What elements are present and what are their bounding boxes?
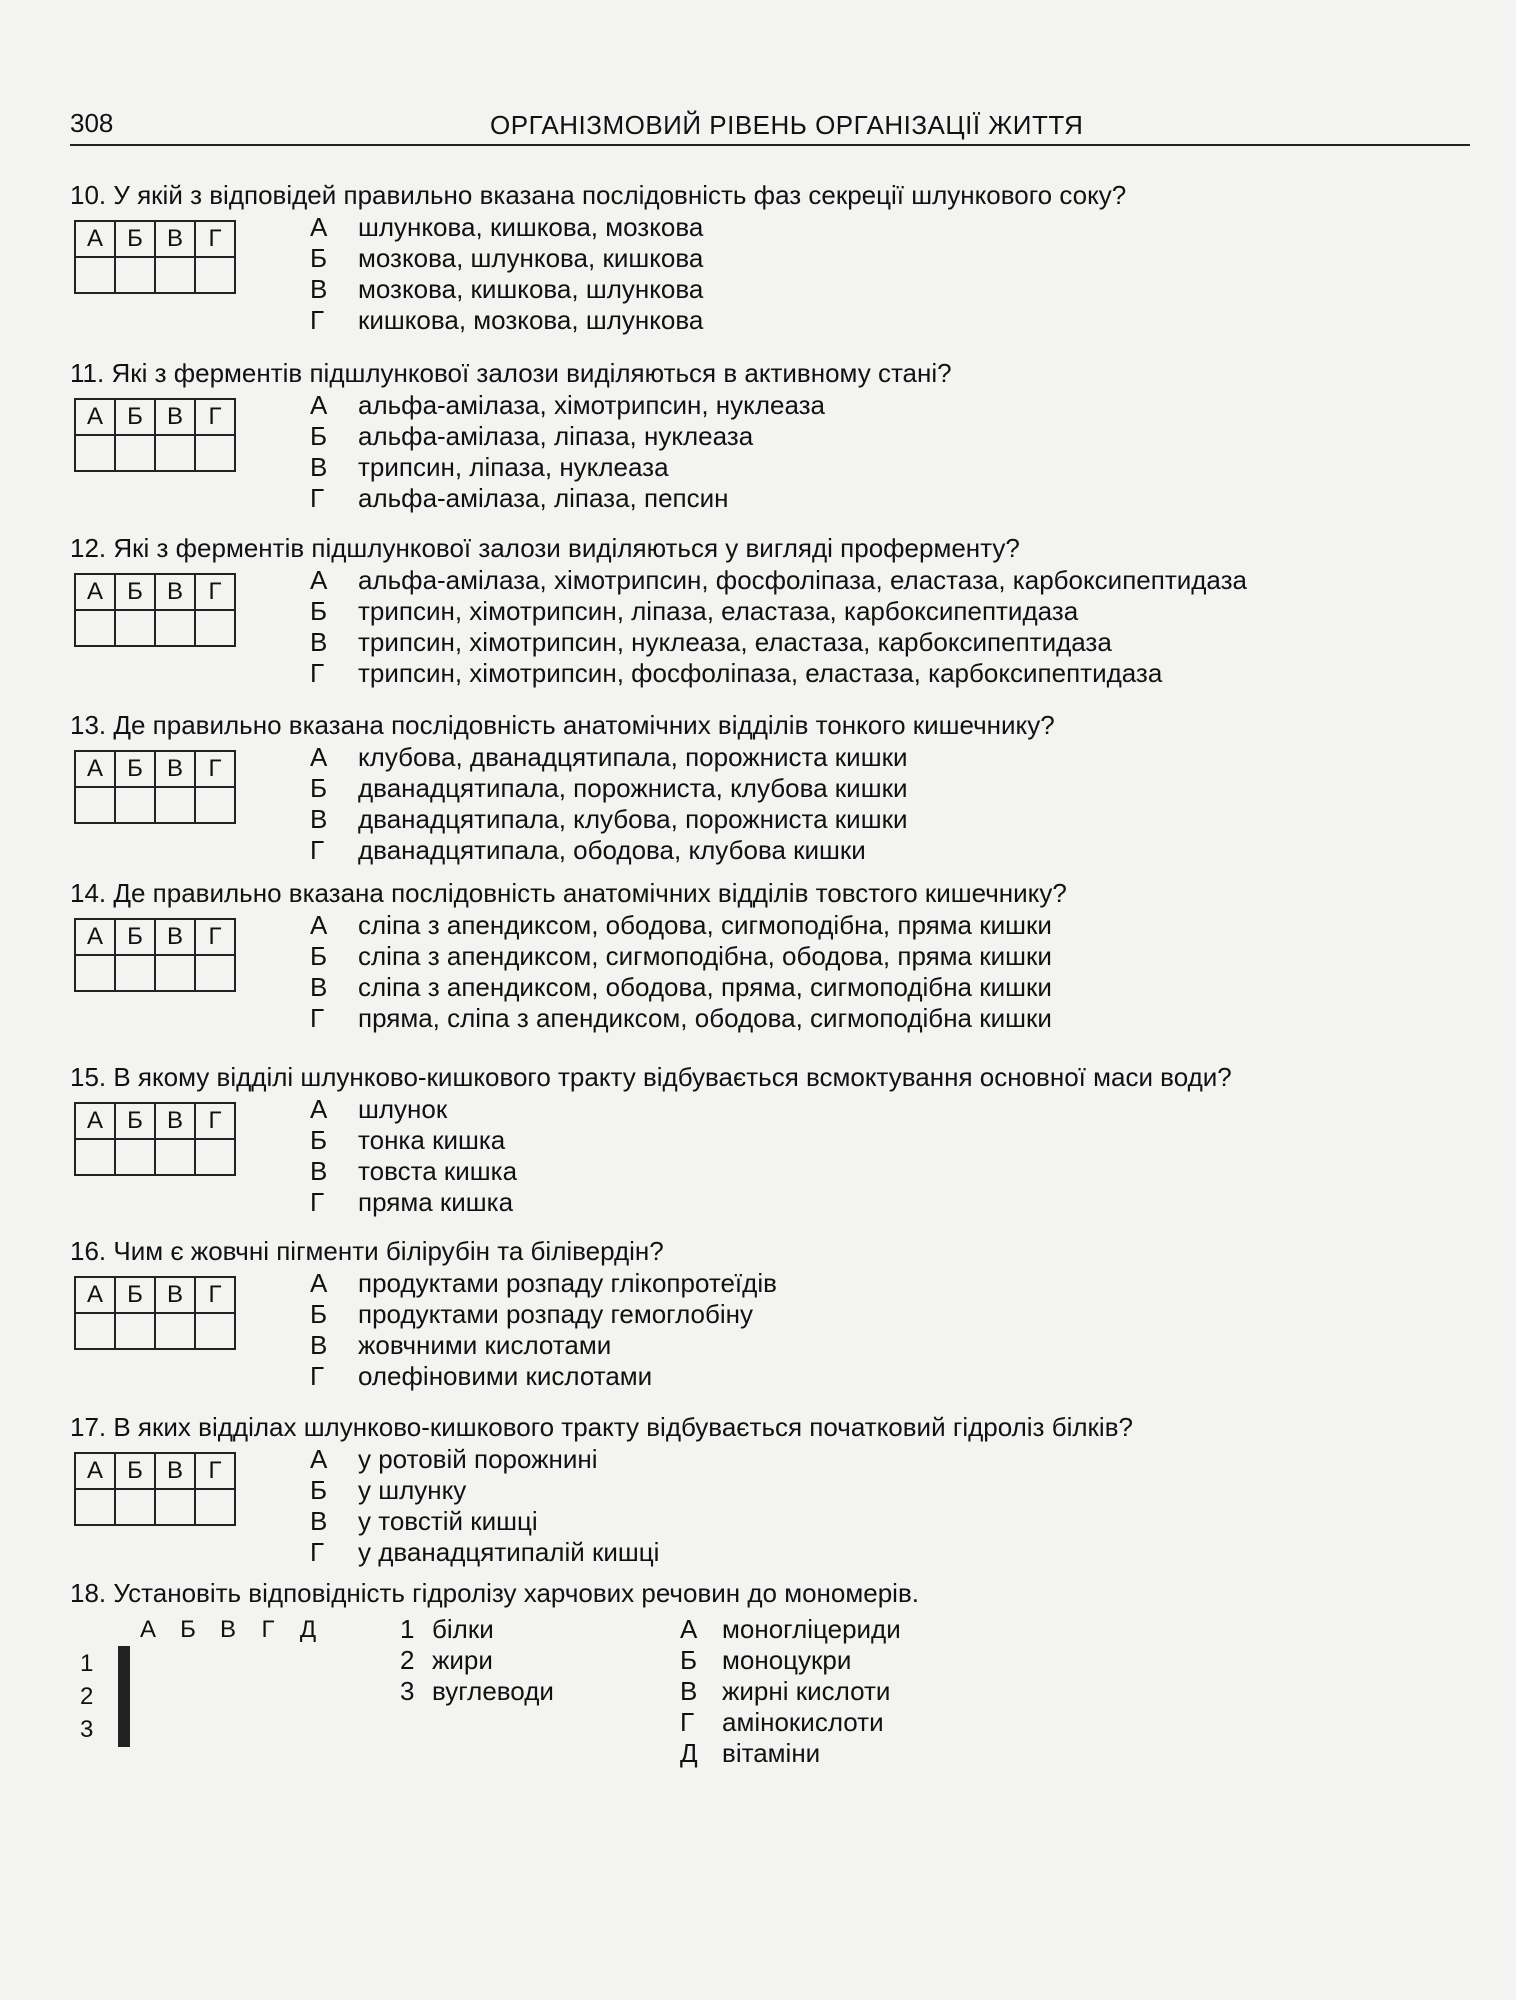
- answer-grid-cell[interactable]: [127, 1713, 129, 1746]
- answer-grid-header: Г: [195, 221, 235, 257]
- option-letter: В: [310, 1156, 328, 1186]
- answer-grid-header: А: [75, 1453, 115, 1489]
- option-text: клубова, дванадцятипала, порожниста кишки: [358, 742, 908, 772]
- answer-grid-cell[interactable]: [195, 787, 235, 823]
- option-text: мозкова, шлункова, кишкова: [358, 243, 704, 273]
- item-letter: В: [680, 1676, 698, 1706]
- answer-grid-header: В: [155, 574, 195, 610]
- answer-grid-header: Г: [195, 399, 235, 435]
- grid-column-header: Б: [180, 1616, 196, 1643]
- answer-option: [310, 1187, 517, 1218]
- question-12: [70, 533, 1490, 688]
- answer-option: [310, 483, 825, 514]
- answer-option: [310, 305, 703, 336]
- question-text: 12. Які з ферментів підшлункової залози виділяються у вигляді проферменту?: [70, 533, 1020, 563]
- answer-option: [310, 565, 1247, 596]
- item-number: 1: [400, 1614, 415, 1644]
- option-text: пряма, сліпа з апендиксом, ободова, сигмоподібна кишки: [358, 1003, 1052, 1033]
- answer-option: [310, 1094, 517, 1125]
- grid-column-header: Д: [299, 1616, 317, 1643]
- answer-grid-cell[interactable]: [155, 1489, 195, 1525]
- answer-option: [310, 390, 825, 421]
- answer-grid-header: А: [75, 919, 115, 955]
- answer-option: [310, 1475, 659, 1506]
- matching-right-item: [680, 1645, 901, 1676]
- option-text: альфа-амілаза, ліпаза, нуклеаза: [358, 421, 754, 451]
- question-14: [70, 878, 1490, 1033]
- item-letter: Г: [680, 1707, 695, 1737]
- grid-column-headers: [128, 1616, 328, 1644]
- question-text: 11. Які з ферментів підшлункової залози виділяються в активному стані?: [70, 358, 952, 388]
- answer-grid-header: Б: [115, 1103, 155, 1139]
- item-letter: Д: [680, 1738, 698, 1768]
- option-letter: А: [310, 390, 328, 420]
- option-letter: Б: [310, 1475, 328, 1505]
- option-letter: А: [310, 565, 328, 595]
- item-text: жирні кислоти: [722, 1676, 891, 1706]
- option-letter: А: [310, 1094, 328, 1124]
- answer-grid-header: Г: [195, 1103, 235, 1139]
- answer-grid-cell[interactable]: [155, 787, 195, 823]
- answer-grid-header: Б: [115, 919, 155, 955]
- option-letter: А: [310, 1268, 328, 1298]
- answer-option: [310, 835, 907, 866]
- answer-grid-header: А: [75, 399, 115, 435]
- option-letter: В: [310, 804, 328, 834]
- option-text: трипсин, хімотрипсин, нуклеаза, еластаза, карбоксипептидаза: [358, 627, 1112, 657]
- answer-grid: [74, 573, 236, 647]
- answer-option: [310, 941, 1052, 972]
- answer-grid-cell[interactable]: [195, 610, 235, 646]
- answer-grid-header: Б: [115, 751, 155, 787]
- answer-grid-cell[interactable]: [195, 1489, 235, 1525]
- answer-options: [310, 390, 825, 514]
- question-15: [70, 1062, 1490, 1217]
- matching-left-item: [400, 1614, 554, 1645]
- option-letter: А: [310, 212, 328, 242]
- answer-grid-cell[interactable]: [115, 257, 155, 293]
- item-letter: Б: [680, 1645, 698, 1675]
- option-text: жовчними кислотами: [358, 1330, 612, 1360]
- question-text: 17. В яких відділах шлунково-кишкового тракту відбувається початковий гідроліз білків?: [70, 1412, 1133, 1442]
- option-letter: В: [310, 452, 328, 482]
- answer-grid-header: А: [75, 1277, 115, 1313]
- item-letter: А: [680, 1614, 698, 1644]
- matching-left-item: [400, 1645, 554, 1676]
- item-text: вуглеводи: [432, 1676, 554, 1706]
- option-text: сліпа з апендиксом, ободова, пряма, сигмоподібна кишки: [358, 972, 1052, 1002]
- option-letter: В: [310, 627, 328, 657]
- option-text: дванадцятипала, ободова, клубова кишки: [358, 835, 866, 865]
- option-letter: А: [310, 910, 328, 940]
- answer-options: [310, 565, 1247, 689]
- answer-option: [310, 1268, 777, 1299]
- answer-grid: [74, 750, 236, 824]
- option-text: пряма кишка: [358, 1187, 514, 1217]
- question-13: [70, 710, 1490, 865]
- option-letter: Г: [310, 1003, 325, 1033]
- answer-grid-cell[interactable]: [127, 1647, 129, 1680]
- question-10: [70, 180, 1490, 335]
- option-letter: В: [310, 972, 328, 1002]
- answer-grid-table: [118, 1646, 130, 1747]
- answer-options: [310, 1444, 659, 1568]
- answer-grid-header: Г: [195, 1277, 235, 1313]
- answer-grid-header: В: [155, 1453, 195, 1489]
- option-letter: Г: [310, 835, 325, 865]
- option-text: продуктами розпаду гемоглобіну: [358, 1299, 754, 1329]
- answer-grid-header: Б: [115, 574, 155, 610]
- answer-grid-header: Г: [195, 1453, 235, 1489]
- answer-option: [310, 596, 1247, 627]
- answer-option: [310, 627, 1247, 658]
- answer-grid-header: А: [75, 751, 115, 787]
- option-letter: А: [310, 1444, 328, 1474]
- answer-grid-header: А: [75, 221, 115, 257]
- option-letter: Г: [310, 1361, 325, 1391]
- answer-option: [310, 1299, 777, 1330]
- answer-option: [310, 1003, 1052, 1034]
- item-number: 3: [400, 1676, 415, 1706]
- question-11: [70, 358, 1490, 513]
- answer-option: [310, 1537, 659, 1568]
- matching-left-column: [400, 1614, 554, 1707]
- option-text: мозкова, кишкова, шлункова: [358, 274, 704, 304]
- answer-grid-cell[interactable]: [115, 435, 155, 471]
- answer-grid-header: Г: [195, 574, 235, 610]
- answer-options: [310, 212, 703, 336]
- option-text: олефіновими кислотами: [358, 1361, 653, 1391]
- answer-grid-cell[interactable]: [195, 955, 235, 991]
- option-letter: Г: [310, 1537, 325, 1567]
- answer-option: [310, 274, 703, 305]
- question-18: [70, 1578, 1490, 1768]
- answer-option: [310, 658, 1247, 689]
- option-letter: Б: [310, 1125, 328, 1155]
- answer-grid-header: Г: [195, 751, 235, 787]
- option-letter: В: [310, 1506, 328, 1536]
- page-header: [70, 104, 1470, 146]
- grid-row-label: 2: [80, 1683, 94, 1710]
- option-text: альфа-амілаза, хімотрипсин, фосфоліпаза, еластаза, карбоксипептидаза: [358, 565, 1247, 595]
- answer-grid-cell[interactable]: [75, 257, 115, 293]
- option-text: у шлунку: [358, 1475, 467, 1505]
- answer-grid: [74, 1102, 236, 1176]
- answer-grid: [74, 918, 236, 992]
- answer-grid-cell[interactable]: [75, 1489, 115, 1525]
- answer-option: [310, 1506, 659, 1537]
- option-letter: Б: [310, 941, 328, 971]
- answer-grid-cell[interactable]: [75, 435, 115, 471]
- answer-option: [310, 1361, 777, 1392]
- option-letter: Б: [310, 421, 328, 451]
- question-text: 18. Установіть відповідність гідролізу харчових речовин до мономерів.: [70, 1578, 919, 1608]
- answer-grid-cell[interactable]: [115, 1139, 155, 1175]
- answer-grid-cell[interactable]: [195, 1313, 235, 1349]
- option-text: у товстій кишці: [358, 1506, 538, 1536]
- page-number: 308: [70, 108, 114, 138]
- answer-grid-cell[interactable]: [75, 787, 115, 823]
- option-letter: Б: [310, 596, 328, 626]
- option-text: трипсин, хімотрипсин, фосфоліпаза, еластаза, карбоксипептидаза: [358, 658, 1163, 688]
- option-letter: Г: [310, 305, 325, 335]
- answer-grid: [74, 398, 236, 472]
- answer-grid-cell[interactable]: [155, 435, 195, 471]
- question-16: [70, 1236, 1490, 1391]
- question-text: 10. У якій з відповідей правильно вказана послідовність фаз секреції шлункового соку?: [70, 180, 1127, 210]
- answer-grid-header: В: [155, 751, 195, 787]
- option-text: альфа-амілаза, ліпаза, пепсин: [358, 483, 729, 513]
- answer-grid: [74, 1452, 236, 1526]
- option-letter: А: [310, 742, 328, 772]
- question-text: 15. В якому відділі шлунково-кишкового тракту відбувається всмоктування основної маси води?: [70, 1062, 1232, 1092]
- question-17: [70, 1412, 1490, 1567]
- option-letter: В: [310, 1330, 328, 1360]
- answer-option: [310, 1330, 777, 1361]
- answer-grid: [74, 220, 236, 294]
- option-text: продуктами розпаду глікопротеїдів: [358, 1268, 777, 1298]
- answer-option: [310, 910, 1052, 941]
- answer-option: [310, 804, 907, 835]
- option-text: товста кишка: [358, 1156, 518, 1186]
- item-text: білки: [432, 1614, 494, 1644]
- answer-option: [310, 243, 703, 274]
- answer-grid-header: А: [75, 574, 115, 610]
- grid-row-label: 1: [80, 1650, 94, 1677]
- answer-grid-cell[interactable]: [155, 1313, 195, 1349]
- answer-grid-header: Б: [115, 399, 155, 435]
- answer-grid-cell[interactable]: [115, 1489, 155, 1525]
- matching-right-item: [680, 1614, 901, 1645]
- answer-grid-cell[interactable]: [75, 1139, 115, 1175]
- answer-grid-cell[interactable]: [195, 257, 235, 293]
- answer-option: [310, 1125, 517, 1156]
- option-text: альфа-амілаза, хімотрипсин, нуклеаза: [358, 390, 826, 420]
- answer-grid-cell[interactable]: [115, 787, 155, 823]
- answer-options: [310, 1268, 777, 1392]
- answer-option: [310, 972, 1052, 1003]
- option-letter: В: [310, 274, 328, 304]
- question-text: 16. Чим є жовчні пігменти білірубін та білівердін?: [70, 1236, 664, 1266]
- answer-grid-header: Г: [195, 919, 235, 955]
- answer-grid-header: В: [155, 399, 195, 435]
- answer-grid-cell[interactable]: [155, 610, 195, 646]
- answer-option: [310, 1444, 659, 1475]
- running-title: ОРГАНІЗМОВИЙ РІВЕНЬ ОРГАНІЗАЦІЇ ЖИТТЯ: [490, 110, 1084, 140]
- answer-grid: [74, 1276, 236, 1350]
- option-letter: Г: [310, 1187, 325, 1217]
- option-text: у ротовій порожнині: [358, 1444, 598, 1474]
- answer-option: [310, 212, 703, 243]
- item-text: моногліцериди: [722, 1614, 901, 1644]
- grid-column-header: В: [219, 1616, 236, 1643]
- grid-row-label: 3: [80, 1716, 94, 1743]
- answer-option: [310, 773, 907, 804]
- item-text: жири: [432, 1645, 493, 1675]
- answer-grid-cell[interactable]: [155, 955, 195, 991]
- answer-grid-header: В: [155, 919, 195, 955]
- answer-grid-cell[interactable]: [115, 1313, 155, 1349]
- answer-grid-cell[interactable]: [75, 1313, 115, 1349]
- answer-grid-header: Б: [115, 1277, 155, 1313]
- answer-grid-header: В: [155, 221, 195, 257]
- answer-grid-cell[interactable]: [75, 955, 115, 991]
- answer-options: [310, 910, 1052, 1034]
- grid-column-header: Г: [261, 1616, 275, 1643]
- option-letter: Б: [310, 1299, 328, 1329]
- matching-right-item: [680, 1676, 901, 1707]
- item-number: 2: [400, 1645, 415, 1675]
- answer-grid-cell[interactable]: [195, 1139, 235, 1175]
- answer-grid-cell[interactable]: [155, 1139, 195, 1175]
- option-letter: Б: [310, 243, 328, 273]
- answer-grid-cell[interactable]: [127, 1680, 129, 1713]
- option-text: шлункова, кишкова, мозкова: [358, 212, 704, 242]
- matching-right-item: [680, 1738, 901, 1769]
- grid-column-header: А: [139, 1616, 156, 1643]
- item-text: моноцукри: [722, 1645, 852, 1675]
- answer-grid-header: В: [155, 1103, 195, 1139]
- question-text: 13. Де правильно вказана послідовність анатомічних відділів тонкого кишечнику?: [70, 710, 1055, 740]
- question-text: 14. Де правильно вказана послідовність анатомічних відділів товстого кишечнику?: [70, 878, 1067, 908]
- answer-grid-header: Б: [115, 221, 155, 257]
- option-text: трипсин, хімотрипсин, ліпаза, еластаза, карбоксипептидаза: [358, 596, 1079, 626]
- answer-option: [310, 1156, 517, 1187]
- answer-grid-header: А: [75, 1103, 115, 1139]
- answer-grid-cell[interactable]: [115, 610, 155, 646]
- option-text: трипсин, ліпаза, нуклеаза: [358, 452, 669, 482]
- answer-grid-cell[interactable]: [155, 257, 195, 293]
- option-text: сліпа з апендиксом, сигмоподібна, ободова, пряма кишки: [358, 941, 1052, 971]
- option-letter: Б: [310, 773, 328, 803]
- option-text: сліпа з апендиксом, ободова, сигмоподібна, пряма кишки: [358, 910, 1052, 940]
- matching-right-item: [680, 1707, 901, 1738]
- answer-option: [310, 452, 825, 483]
- option-letter: Г: [310, 483, 325, 513]
- option-letter: Г: [310, 658, 325, 688]
- option-text: кишкова, мозкова, шлункова: [358, 305, 704, 335]
- option-text: тонка кишка: [358, 1125, 506, 1155]
- item-text: амінокислоти: [722, 1707, 884, 1737]
- answer-grid-cell[interactable]: [115, 955, 155, 991]
- answer-options: [310, 1094, 517, 1218]
- matching-right-column: [680, 1614, 901, 1769]
- answer-option: [310, 742, 907, 773]
- option-text: дванадцятипала, клубова, порожниста кишки: [358, 804, 908, 834]
- option-text: шлунок: [358, 1094, 448, 1124]
- grid-row-labels: [80, 1646, 93, 1745]
- answer-grid-cell[interactable]: [75, 610, 115, 646]
- option-text: дванадцятипала, порожниста, клубова кишки: [358, 773, 908, 803]
- option-text: у дванадцятипалій кишці: [358, 1537, 660, 1567]
- item-text: вітаміни: [722, 1738, 821, 1768]
- answer-options: [310, 742, 907, 866]
- answer-grid-cell[interactable]: [195, 435, 235, 471]
- answer-grid-header: Б: [115, 1453, 155, 1489]
- answer-option: [310, 421, 825, 452]
- answer-grid-header: В: [155, 1277, 195, 1313]
- matching-left-item: [400, 1676, 554, 1707]
